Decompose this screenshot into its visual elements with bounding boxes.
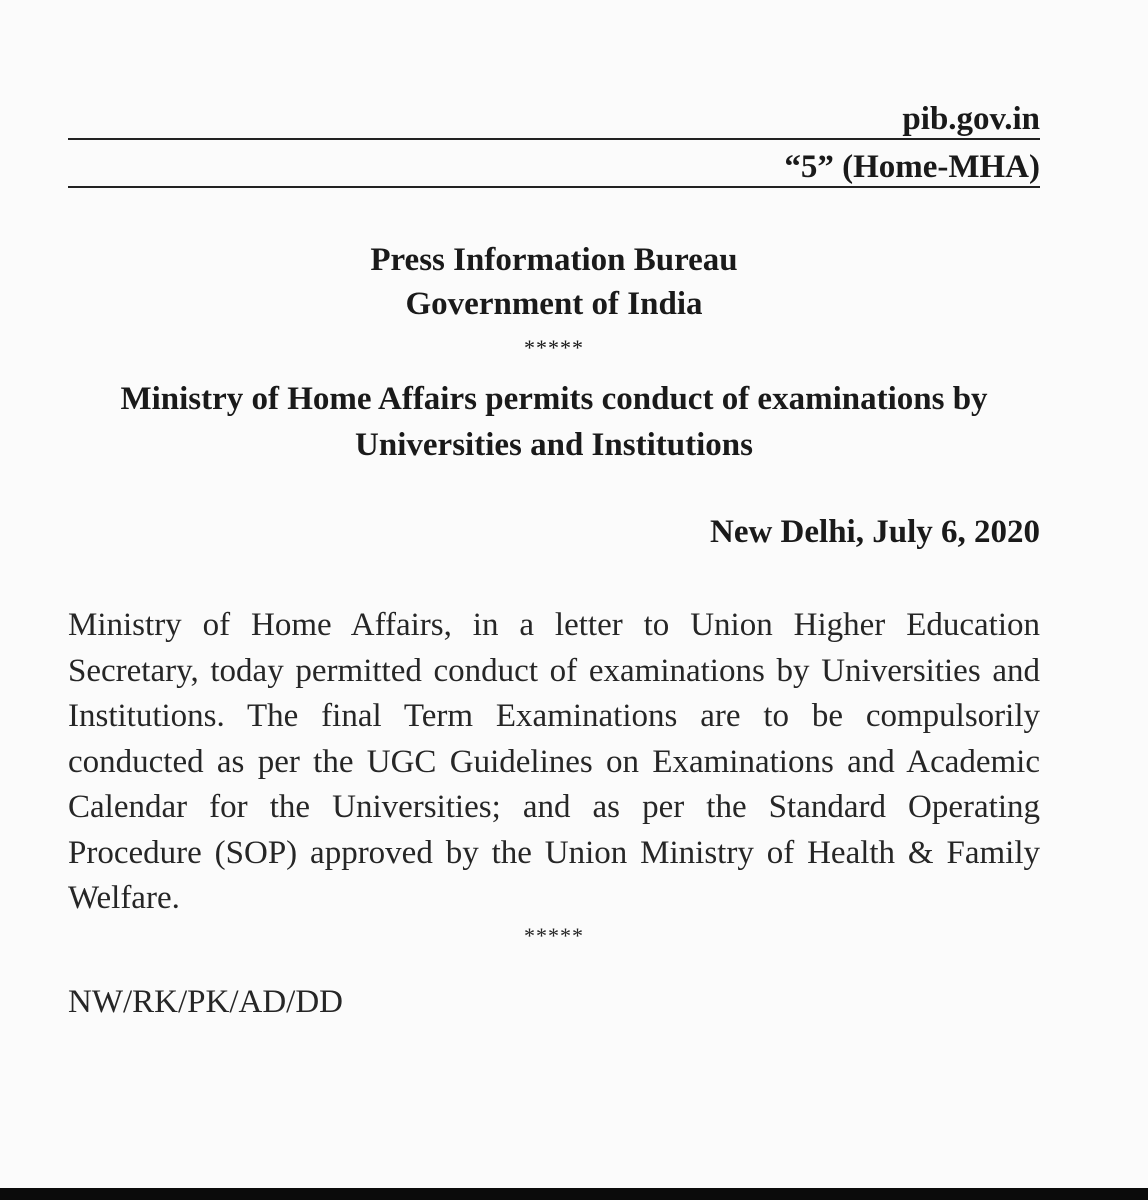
organization-name: Press Information Bureau — [370, 242, 738, 278]
government-name: Government of India — [405, 286, 703, 322]
separator: ***** — [524, 335, 584, 360]
dateline: New Delhi, July 6, 2020 — [710, 514, 1040, 550]
release-code: “5” (Home-MHA) — [68, 148, 1040, 188]
site-header: pib.gov.in — [68, 100, 1040, 140]
end-marker: ***** — [524, 923, 584, 948]
bottom-edge-bar — [0, 1188, 1148, 1200]
release-body: Ministry of Home Affairs, in a letter to Union Higher Education Secretary, today permitted conduct of examinations by Universities and Institutions. The final Term Examinations are to be compulsorily conducted as per the UGC Guidelines on Examinations and Academic Calendar for the Universities; and as per the Standard Operating Procedure (SOP) approved by the Union Ministry of Health & Family Welfare. — [68, 607, 1040, 916]
release-title: Ministry of Home Affairs permits conduct of examinations by Universities and Institutions — [120, 381, 988, 463]
reference-initials: NW/RK/PK/AD/DD — [68, 984, 344, 1020]
